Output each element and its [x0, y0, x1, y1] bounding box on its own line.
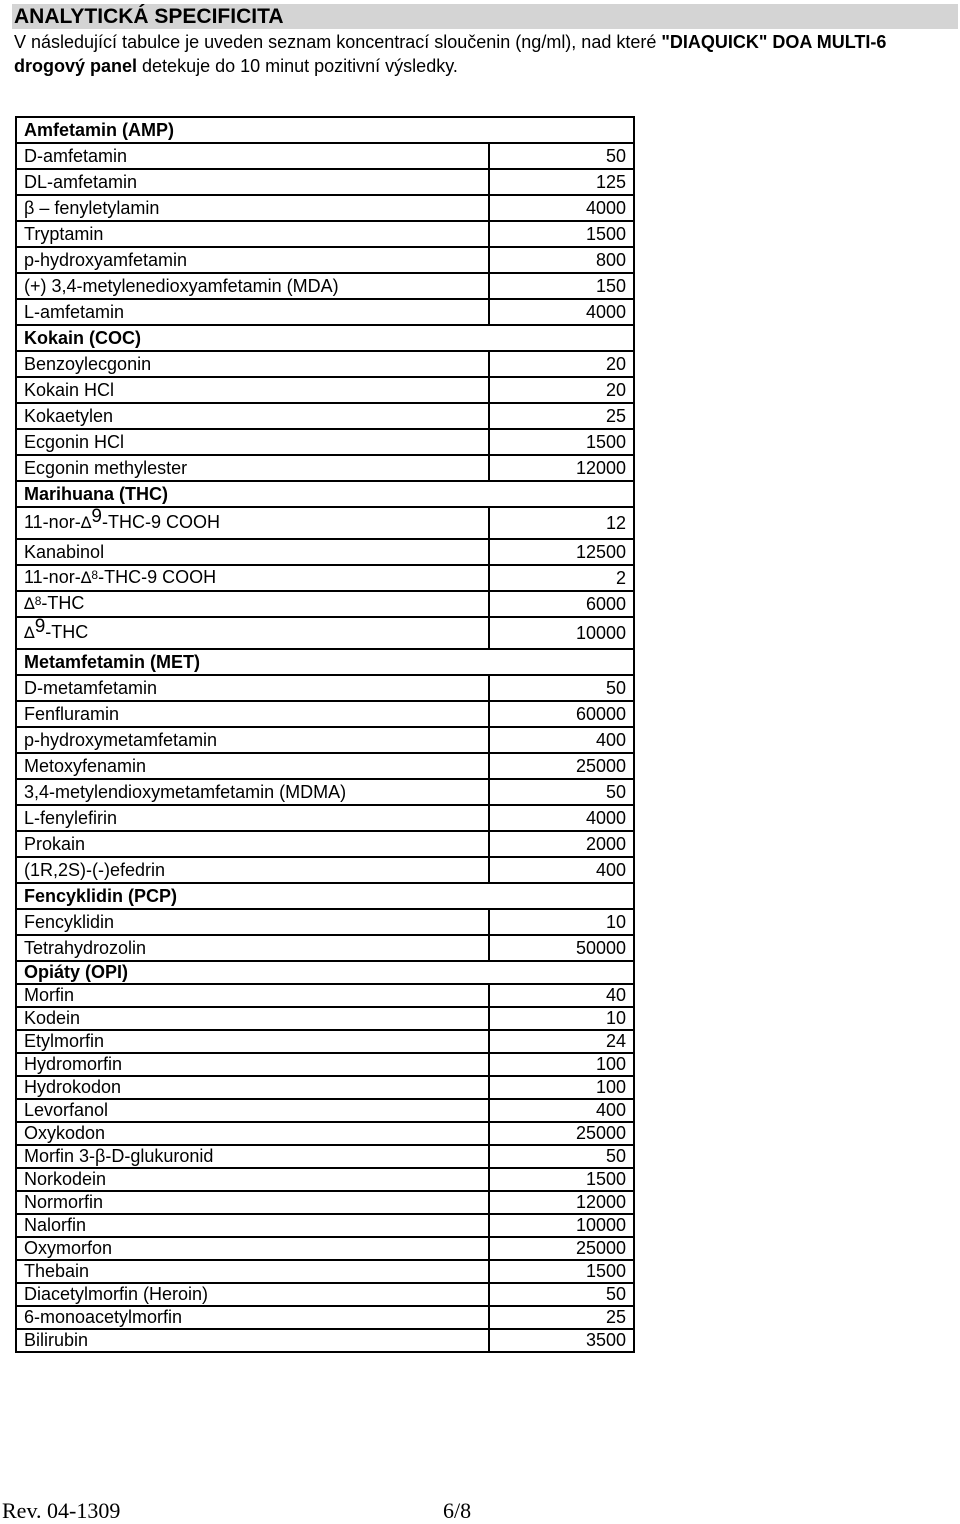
- table-row: [16, 1306, 634, 1329]
- category-met: Metamfetamin (MET): [16, 649, 634, 675]
- table-row: [16, 1329, 634, 1352]
- compound-value: 400: [489, 727, 634, 753]
- intro-text-1: V následující tabulce je uveden seznam koncentrací sloučenin (ng/ml), nad které: [14, 32, 662, 52]
- compound-name: Oxymorfon: [16, 1237, 489, 1260]
- table-row: [16, 831, 634, 857]
- compound-name: D-metamfetamin: [16, 675, 489, 701]
- table-row: [16, 565, 634, 591]
- table-row: [16, 617, 634, 649]
- compound-value: 12000: [489, 455, 634, 481]
- category-row: [16, 117, 634, 143]
- table-row: [16, 1122, 634, 1145]
- compound-name: Nalorfin: [16, 1214, 489, 1237]
- compound-name: Benzoylecgonin: [16, 351, 489, 377]
- superscript: 9: [34, 616, 46, 637]
- category-opi: Opiáty (OPI): [16, 961, 634, 984]
- compound-value: 4000: [489, 299, 634, 325]
- delta-icon: ∆: [80, 513, 92, 532]
- compound-name: Ecgonin HCl: [16, 429, 489, 455]
- compound-name: Fenfluramin: [16, 701, 489, 727]
- compound-name: Kanabinol: [16, 539, 489, 565]
- table-row: [16, 935, 634, 961]
- compound-value: 50: [489, 779, 634, 805]
- compound-name: β – fenyletylamin: [16, 195, 489, 221]
- table-row: [16, 507, 634, 539]
- table-row: [16, 429, 634, 455]
- name-suffix: -THC: [41, 593, 85, 613]
- compound-value: 10000: [489, 1214, 634, 1237]
- compound-name: Norkodein: [16, 1168, 489, 1191]
- category-row: [16, 481, 634, 507]
- table-row: [16, 1283, 634, 1306]
- compound-name: L-amfetamin: [16, 299, 489, 325]
- compound-name: 3,4-metylendioxymetamfetamin (MDMA): [16, 779, 489, 805]
- compound-value: 6000: [489, 591, 634, 617]
- compound-value: 25: [489, 403, 634, 429]
- table-row: [16, 675, 634, 701]
- compound-value: 50: [489, 1283, 634, 1306]
- compound-value: 1500: [489, 429, 634, 455]
- compound-value: 50: [489, 143, 634, 169]
- compound-name: Diacetylmorfin (Heroin): [16, 1283, 489, 1306]
- table-row: [16, 1076, 634, 1099]
- compound-name: DL-amfetamin: [16, 169, 489, 195]
- compound-value: 10000: [489, 617, 634, 649]
- compound-name: Kokain HCl: [16, 377, 489, 403]
- compound-name: Etylmorfin: [16, 1030, 489, 1053]
- compound-value: 125: [489, 169, 634, 195]
- table-row: [16, 1145, 634, 1168]
- delta-icon: ∆: [24, 623, 35, 642]
- table-row: [16, 1214, 634, 1237]
- compound-value: 2: [489, 565, 634, 591]
- compound-value: 12000: [489, 1191, 634, 1214]
- compound-value: 400: [489, 1099, 634, 1122]
- category-row: [16, 649, 634, 675]
- table-row: [16, 591, 634, 617]
- delta-icon: ∆: [80, 568, 92, 587]
- compound-value: 800: [489, 247, 634, 273]
- table-row: [16, 351, 634, 377]
- superscript: 8: [91, 568, 99, 582]
- compound-value: 100: [489, 1053, 634, 1076]
- table-row: [16, 1168, 634, 1191]
- compound-name: p-hydroxymetamfetamin: [16, 727, 489, 753]
- table-row: [16, 984, 634, 1007]
- table-row: [16, 169, 634, 195]
- compound-name: Fencyklidin: [16, 909, 489, 935]
- superscript: 8: [34, 594, 42, 608]
- table-row: [16, 273, 634, 299]
- compound-name: [16, 507, 489, 539]
- compound-name: Hydrokodon: [16, 1076, 489, 1099]
- compound-name: (1R,2S)-(-)efedrin: [16, 857, 489, 883]
- specificity-table: [15, 116, 635, 1353]
- table-row: [16, 753, 634, 779]
- table-row: [16, 701, 634, 727]
- name-prefix: 11-nor-: [24, 512, 81, 532]
- compound-name: Oxykodon: [16, 1122, 489, 1145]
- compound-name: [16, 591, 489, 617]
- compound-value: 25000: [489, 1237, 634, 1260]
- table-row: [16, 143, 634, 169]
- intro-paragraph: [14, 30, 944, 78]
- compound-name: Morfin: [16, 984, 489, 1007]
- name-suffix: -THC-9 COOH: [98, 567, 217, 587]
- category-row: [16, 883, 634, 909]
- section-heading: ANALYTICKÁ SPECIFICITA: [12, 4, 958, 29]
- table-row: [16, 857, 634, 883]
- compound-value: 25: [489, 1306, 634, 1329]
- compound-value: 2000: [489, 831, 634, 857]
- delta-icon: ∆: [24, 594, 35, 613]
- table-row: [16, 1053, 634, 1076]
- compound-name: D-amfetamin: [16, 143, 489, 169]
- category-row: [16, 325, 634, 351]
- compound-name: [16, 565, 489, 591]
- compound-value: 1500: [489, 1260, 634, 1283]
- table-row: [16, 1237, 634, 1260]
- compound-name: Hydromorfin: [16, 1053, 489, 1076]
- compound-value: 25000: [489, 1122, 634, 1145]
- compound-name: Tetrahydrozolin: [16, 935, 489, 961]
- table-row: [16, 779, 634, 805]
- footer-page-number: 6/8: [443, 1498, 472, 1523]
- compound-value: 25000: [489, 753, 634, 779]
- compound-value: 20: [489, 351, 634, 377]
- compound-value: 24: [489, 1030, 634, 1053]
- compound-name: Metoxyfenamin: [16, 753, 489, 779]
- name-prefix: 11-nor-: [24, 567, 81, 587]
- compound-name: 6-monoacetylmorfin: [16, 1306, 489, 1329]
- compound-name: Tryptamin: [16, 221, 489, 247]
- compound-name: Prokain: [16, 831, 489, 857]
- intro-brand: "DIAQUICK" DOA MULTI-6 drogový panel: [14, 32, 887, 76]
- category-thc: Marihuana (THC): [16, 481, 634, 507]
- table-row: [16, 299, 634, 325]
- compound-value: 50: [489, 675, 634, 701]
- compound-value: 150: [489, 273, 634, 299]
- table-row: [16, 1007, 634, 1030]
- compound-value: 4000: [489, 805, 634, 831]
- compound-value: 12500: [489, 539, 634, 565]
- name-suffix: -THC-9 COOH: [101, 512, 220, 532]
- footer-revision: Rev. 04-1309: [2, 1498, 121, 1523]
- compound-name: Thebain: [16, 1260, 489, 1283]
- compound-value: 10: [489, 909, 634, 935]
- table-row: [16, 377, 634, 403]
- compound-value: 50: [489, 1145, 634, 1168]
- table-row: [16, 455, 634, 481]
- compound-value: 20: [489, 377, 634, 403]
- compound-name: L-fenylefirin: [16, 805, 489, 831]
- category-row: [16, 961, 634, 984]
- table-row: [16, 403, 634, 429]
- compound-value: 60000: [489, 701, 634, 727]
- intro-text-2: detekuje do 10 minut pozitivní výsledky.: [137, 56, 458, 76]
- table-row: [16, 1191, 634, 1214]
- table-row: [16, 909, 634, 935]
- compound-value: 1500: [489, 221, 634, 247]
- compound-name: Levorfanol: [16, 1099, 489, 1122]
- compound-value: 3500: [489, 1329, 634, 1352]
- compound-value: 400: [489, 857, 634, 883]
- compound-name: Bilirubin: [16, 1329, 489, 1352]
- category-pcp: Fencyklidin (PCP): [16, 883, 634, 909]
- compound-name: p-hydroxyamfetamin: [16, 247, 489, 273]
- name-suffix: -THC: [45, 622, 89, 642]
- compound-value: 1500: [489, 1168, 634, 1191]
- compound-name: [16, 617, 489, 649]
- compound-value: 12: [489, 507, 634, 539]
- table-row: [16, 805, 634, 831]
- table-row: [16, 221, 634, 247]
- category-coc: Kokain (COC): [16, 325, 634, 351]
- compound-value: 100: [489, 1076, 634, 1099]
- compound-value: 40: [489, 984, 634, 1007]
- compound-value: 4000: [489, 195, 634, 221]
- compound-value: 10: [489, 1007, 634, 1030]
- table-row: [16, 247, 634, 273]
- table-row: [16, 195, 634, 221]
- superscript: 9: [91, 506, 102, 527]
- compound-name: (+) 3,4-metylenedioxyamfetamin (MDA): [16, 273, 489, 299]
- compound-name: Kokaetylen: [16, 403, 489, 429]
- compound-name: Morfin 3-β-D-glukuronid: [16, 1145, 489, 1168]
- compound-name: Normorfin: [16, 1191, 489, 1214]
- table-row: [16, 1260, 634, 1283]
- table-row: [16, 539, 634, 565]
- table-row: [16, 1099, 634, 1122]
- table-row: [16, 1030, 634, 1053]
- table-row: [16, 727, 634, 753]
- category-amp: Amfetamin (AMP): [16, 117, 634, 143]
- compound-name: Ecgonin methylester: [16, 455, 489, 481]
- compound-name: Kodein: [16, 1007, 489, 1030]
- compound-value: 50000: [489, 935, 634, 961]
